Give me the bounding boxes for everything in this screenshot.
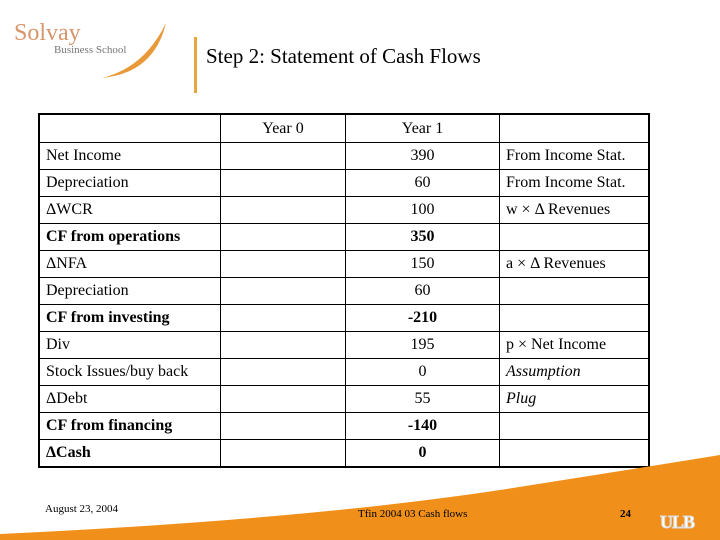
row-note: a × Δ Revenues xyxy=(500,251,650,278)
year0-value xyxy=(221,359,346,386)
year1-value: -210 xyxy=(346,305,500,332)
table-row xyxy=(39,305,649,332)
year0-value xyxy=(221,278,346,305)
year0-value xyxy=(221,305,346,332)
page-number: 24 xyxy=(620,508,631,520)
row-label: CF from investing xyxy=(39,305,221,332)
row-label: ΔWCR xyxy=(39,197,221,224)
row-note: p × Net Income xyxy=(500,332,650,359)
year1-value: 55 xyxy=(346,386,500,413)
year1-value: 0 xyxy=(346,440,500,468)
row-note: Plug xyxy=(500,386,650,413)
year1-value: 60 xyxy=(346,278,500,305)
row-note: From Income Stat. xyxy=(500,143,650,170)
table-row xyxy=(39,170,649,197)
row-label: Stock Issues/buy back xyxy=(39,359,221,386)
row-note xyxy=(500,278,650,305)
row-label: Div xyxy=(39,332,221,359)
year1-value: 195 xyxy=(346,332,500,359)
year0-value xyxy=(221,332,346,359)
solvay-logo xyxy=(14,18,174,83)
year1-value: 0 xyxy=(346,359,500,386)
year1-value: 60 xyxy=(346,170,500,197)
row-note xyxy=(500,224,650,251)
row-note: Assumption xyxy=(500,359,650,386)
year1-value: -140 xyxy=(346,413,500,440)
table-row xyxy=(39,251,649,278)
ulb-logo: ULB xyxy=(660,512,695,532)
table-row xyxy=(39,197,649,224)
header-cell xyxy=(39,114,221,143)
row-label: Net Income xyxy=(39,143,221,170)
table-row xyxy=(39,332,649,359)
table-row xyxy=(39,278,649,305)
year0-value xyxy=(221,197,346,224)
table-row xyxy=(39,224,649,251)
row-label: CF from operations xyxy=(39,224,221,251)
year1-value: 350 xyxy=(346,224,500,251)
row-label: Depreciation xyxy=(39,170,221,197)
header-cell xyxy=(500,114,650,143)
table-header-row xyxy=(39,114,649,143)
year0-value xyxy=(221,224,346,251)
footer-filename: Tfin 2004 03 Cash flows xyxy=(358,508,468,520)
logo-subtitle: Business School xyxy=(54,44,127,56)
row-label: CF from financing xyxy=(39,413,221,440)
year1-value: 390 xyxy=(346,143,500,170)
year0-value xyxy=(221,251,346,278)
footer-date: August 23, 2004 xyxy=(45,503,119,515)
year0-value xyxy=(221,143,346,170)
slide-title: Step 2: Statement of Cash Flows xyxy=(206,44,481,68)
row-label: ΔCash xyxy=(39,440,221,468)
cash-flow-table xyxy=(38,113,650,468)
row-label: Depreciation xyxy=(39,278,221,305)
year1-value: 150 xyxy=(346,251,500,278)
year0-value xyxy=(221,386,346,413)
year1-value: 100 xyxy=(346,197,500,224)
row-note: From Income Stat. xyxy=(500,170,650,197)
row-note: w × Δ Revenues xyxy=(500,197,650,224)
header-year0: Year 0 xyxy=(221,114,346,143)
title-divider xyxy=(194,37,197,93)
table-row xyxy=(39,386,649,413)
footer-swoosh xyxy=(0,430,720,540)
row-label: ΔDebt xyxy=(39,386,221,413)
table-row xyxy=(39,359,649,386)
row-note xyxy=(500,305,650,332)
table-row xyxy=(39,143,649,170)
header-year1: Year 1 xyxy=(346,114,500,143)
logo-name: Solvay xyxy=(14,20,81,46)
row-label: ΔNFA xyxy=(39,251,221,278)
year0-value xyxy=(221,170,346,197)
